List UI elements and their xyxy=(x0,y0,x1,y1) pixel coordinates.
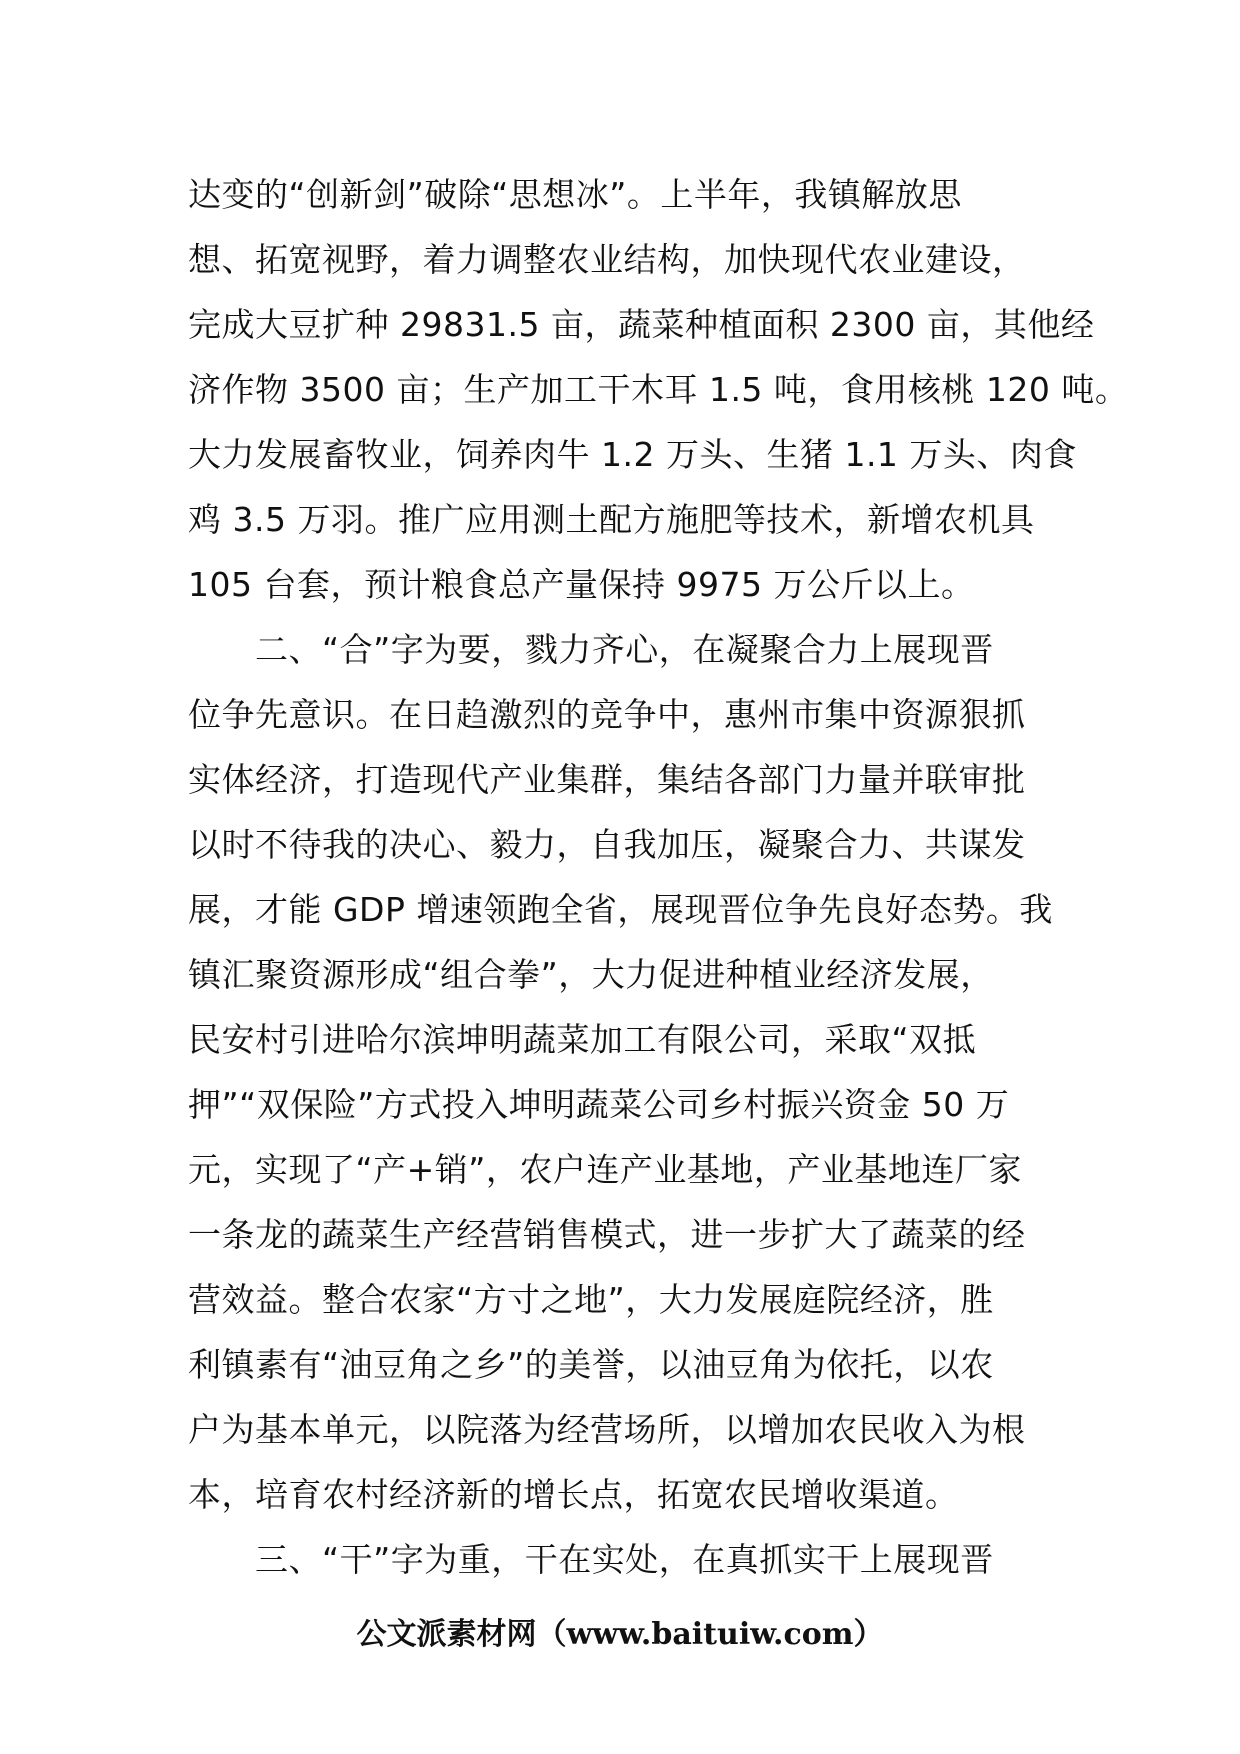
text-line: 鸡 3.5 万羽。推广应用测土配方施肥等技术，新增农机具 xyxy=(188,500,1035,539)
text-line: 以时不待我的决心、毅力，自我加压，凝聚合力、共谋发 xyxy=(188,825,1026,864)
text-line: 展，才能 GDP 增速领跑全省，展现晋位争先良好态势。我 xyxy=(188,890,1053,929)
text-line: 济作物 3500 亩；生产加工干木耳 1.5 吨，食用核桃 120 吨。 xyxy=(188,370,1129,409)
text-line: 押”“双保险”方式投入坤明蔬菜公司乡村振兴资金 50 万 xyxy=(188,1085,1010,1124)
body-text xyxy=(188,162,1129,1592)
text-line: 利镇素有“油豆角之乡”的美誉，以油豆角为依托，以农 xyxy=(188,1345,994,1384)
text-line: 元，实现了“产+销”，农户连产业基地，产业基地连厂家 xyxy=(188,1150,1022,1189)
text-line: 三、“干”字为重，干在实处，在真抓实干上展现晋 xyxy=(188,1540,994,1579)
text-line: 完成大豆扩种 29831.5 亩，蔬菜种植面积 2300 亩，其他经 xyxy=(188,305,1095,344)
text-line: 二、“合”字为要，戮力齐心，在凝聚合力上展现晋 xyxy=(188,630,994,669)
text-line: 想、拓宽视野，着力调整农业结构，加快现代农业建设， xyxy=(188,240,1026,279)
text-line: 实体经济，打造现代产业集群，集结各部门力量并联审批 xyxy=(188,760,1026,799)
page-footer: 公文派素材网（www.baituiw.com） xyxy=(356,1617,884,1652)
text-line: 位争先意识。在日趋激烈的竞争中，惠州市集中资源狠抓 xyxy=(188,695,1026,734)
text-line: 民安村引进哈尔滨坤明蔬菜加工有限公司，采取“双抵 xyxy=(188,1020,977,1059)
text-line: 一条龙的蔬菜生产经营销售模式，进一步扩大了蔬菜的经 xyxy=(188,1215,1026,1254)
text-line: 营效益。整合农家“方寸之地”，大力发展庭院经济，胜 xyxy=(188,1280,994,1319)
text-line: 户为基本单元，以院落为经营场所，以增加农民收入为根 xyxy=(188,1410,1026,1449)
text-line: 达变的“创新剑”破除“思想冰”。上半年，我镇解放思 xyxy=(188,175,962,214)
text-line: 镇汇聚资源形成“组合拳”，大力促进种植业经济发展， xyxy=(188,955,994,994)
text-line: 本，培育农村经济新的增长点，拓宽农民增收渠道。 xyxy=(188,1475,959,1514)
text-line: 大力发展畜牧业，饲养肉牛 1.2 万头、生猪 1.1 万头、肉食 xyxy=(188,435,1077,474)
text-line: 105 台套，预计粮食总产量保持 9975 万公斤以上。 xyxy=(188,565,975,604)
